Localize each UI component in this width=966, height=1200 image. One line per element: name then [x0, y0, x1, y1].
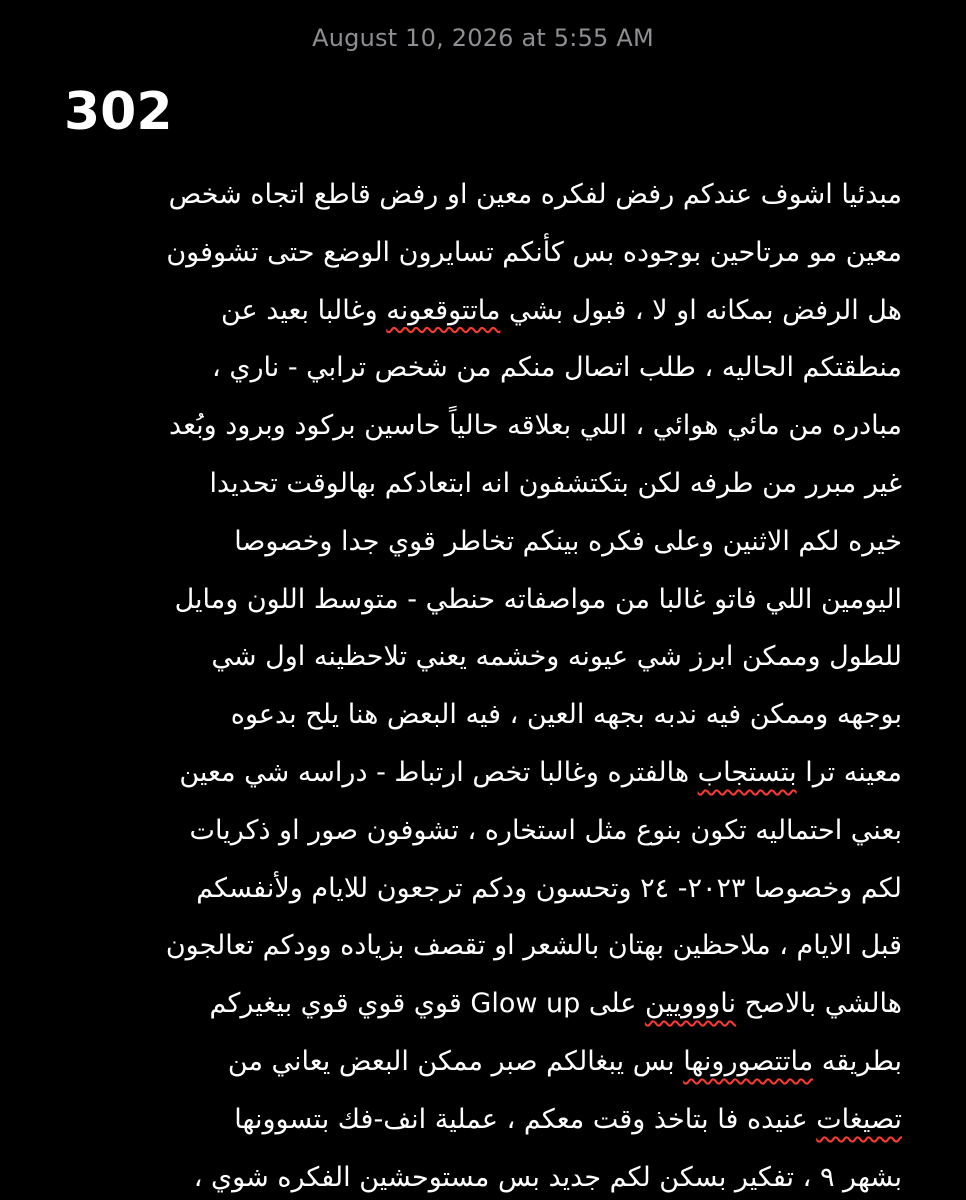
note-line [52, 860, 902, 918]
note-line [52, 975, 902, 1033]
note-line [52, 282, 902, 340]
note-text: لكم وخصوصا ٢٠٢٣- ٢٤ وتحسون ودكم ترجعون للايام ولأنفسكم [196, 872, 902, 904]
note-body[interactable] [52, 166, 902, 1200]
misspelled-word: ماتتوقعونه [386, 294, 501, 326]
note-text: معين مو مرتاحين بوجوده بس كأنكم تسايرون الوضع حتى تشوفون [166, 236, 902, 268]
note-line [52, 628, 902, 686]
note-line [52, 917, 902, 975]
note-text: غير مبرر من طرفه لكن بتكتشفون انه ابتعادكم بهالوقت تحديدا [209, 467, 902, 499]
note-line [52, 571, 902, 629]
note-text: بطريقه [813, 1045, 902, 1077]
note-timestamp: August 10, 2026 at 5:55 AM [312, 24, 654, 52]
note-line [52, 397, 902, 455]
note-text: معينه ترا [796, 756, 902, 788]
note-line [52, 1149, 902, 1200]
note-line [52, 513, 902, 571]
note-text: هالفتره وغالبا تخص ارتباط - دراسه شي معين [179, 756, 698, 788]
note-text: وغالبا بعيد عن [220, 294, 387, 326]
note-line [52, 744, 902, 802]
note-text: عنيده فا بتاخذ وقت معكم ، عملية انف-فك بتسوونها [234, 1103, 817, 1135]
note-line [52, 802, 902, 860]
note-text: بوجهه وممكن فيه ندبه بجهه العين ، فيه البعض هنا يلح بدعوه [230, 699, 902, 731]
note-line [52, 455, 902, 513]
note-text: على Glow up قوي قوي قوي بيغيركم [209, 988, 645, 1020]
note-text: اليومين اللي فاتو غالبا من مواصفاته حنطي - متوسط اللون ومايل [174, 583, 902, 615]
misspelled-word: تصيغات [816, 1103, 902, 1135]
note-title[interactable]: 302 [64, 82, 173, 142]
note-text: مبدئيا اشوف عندكم رفض لفكره معين او رفض قاطع اتجاه شخص [168, 179, 902, 210]
note-text: منطقتكم الحاليه ، طلب اتصال منكم من شخص ترابي - ناري ، [212, 352, 902, 384]
note-text: مبادره من مائي هوائي ، اللي بعلاقه حالياً حاسين بركود وبرود وبُعد [168, 410, 902, 442]
note-line [52, 1091, 902, 1149]
misspelled-word: بتستجاب [697, 756, 797, 788]
note-text: بس يبغالكم صبر ممكن البعض يعاني من [227, 1045, 684, 1077]
note-text: للطول وممكن ابرز شي عيونه وخشمه يعني تلاحظينه اول شي [211, 641, 902, 673]
note-line [52, 686, 902, 744]
note-text: بعني احتماليه تكون بنوع مثل استخاره ، تشوفون صور او ذكريات [189, 814, 902, 846]
misspelled-word: ماتتصورونها [683, 1045, 814, 1077]
note-line [52, 224, 902, 282]
note-text: قبل الايام ، ملاحظين بهتان بالشعر او تقصف بزياده وودكم تعالجون [165, 930, 902, 962]
misspelled-word: ناووويين [644, 988, 737, 1020]
note-text: هالشي بالاصح [736, 988, 902, 1020]
note-text: هل الرفض بمكانه او لا ، قبول بشي [500, 294, 902, 326]
note-text: بشهر ٩ ، تفكير بسكن لكم جديد بس مستوحشين الفكره شوي ، [193, 1161, 902, 1193]
note-line [52, 1033, 902, 1091]
note-line [52, 166, 902, 224]
note-text: خيره لكم الاثنين وعلى فكره بينكم تخاطر قوي جدا وخصوصا [234, 525, 902, 557]
note-line [52, 339, 902, 397]
